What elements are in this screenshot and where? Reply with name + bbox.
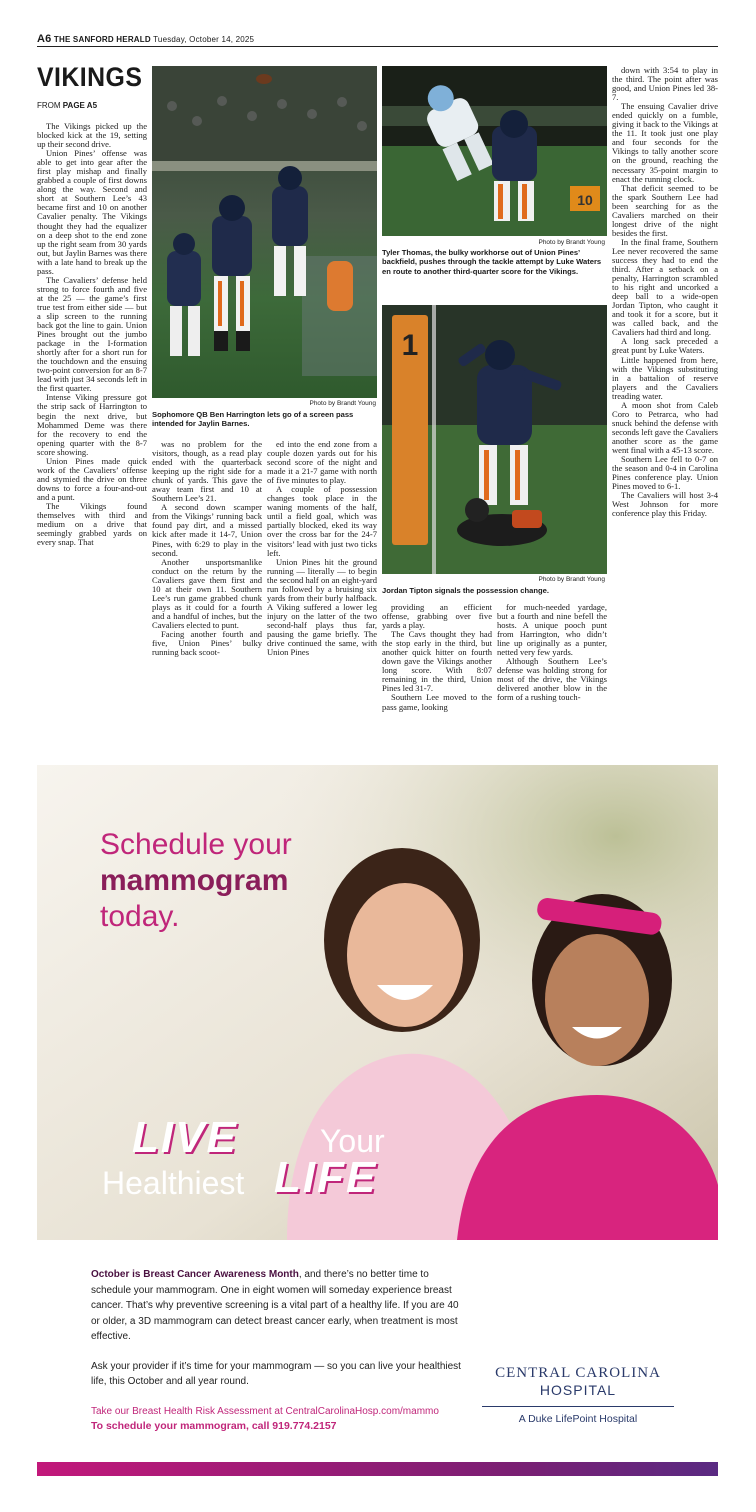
- ad-slogan: [102, 1113, 532, 1205]
- down-marker-number: 1: [401, 329, 419, 362]
- photo-signal-credit: Photo by Brandt Young: [538, 576, 605, 583]
- story-paragraph: The Vikings picked up the blocked kick at the 19, setting up their second drive.: [37, 122, 147, 150]
- jump-page: PAGE A5: [62, 101, 98, 110]
- photo-qb-caption: Sophomore QB Ben Harrington lets go of a screen pass intended for Jaylin Barnes.: [152, 410, 354, 429]
- photo-tackle-credit: Photo by Brandt Young: [538, 239, 605, 246]
- hospital-name-line1: CENTRAL CAROLINA: [495, 1365, 661, 1381]
- story-paragraph: Southern Lee fell to 0-7 on the season and 0-4 in Carolina Pines conference play. Union Pines moved to 6-1.: [612, 454, 718, 492]
- ad-body-bold: October is Breast Cancer Awareness Month: [91, 1269, 299, 1280]
- photo-signal: [382, 305, 607, 574]
- ad-headline: [100, 827, 292, 935]
- story-paragraph: providing an efficient offense, grabbing over five yards a play.: [382, 603, 492, 631]
- slogan-life: LIFE: [274, 1153, 378, 1202]
- photo-signal-image: [382, 305, 607, 574]
- story-headline: VIKINGS: [37, 62, 143, 92]
- photo-qb-credit: Photo by Brandt Young: [309, 400, 376, 407]
- photo-signal-caption: Jordan Tipton signals the possession change.: [382, 586, 549, 595]
- story-column-6: [612, 66, 718, 751]
- story-paragraph: Facing another fourth and five, Union Pines’ bulky running back scoot-: [152, 628, 262, 658]
- story-paragraph: A couple of possession changes took place in the waning moments of the half, until a field goal, which was partially blocked, eked its way over the cross bar for the 24-7 visitors’ lead with just two ticks left.: [267, 484, 377, 558]
- hospital-affiliation: A Duke LifePoint Hospital: [518, 1413, 638, 1425]
- story-paragraph: The Cavaliers’ defense held strong to force fourth and five at the 25 — the game’s first true test from either side — but a slip screen to the running back got the line to gain. Union Pines brought out the jumbo package in the I-formation shortly after for a short run for the touchdown and the ensuing two-point conversion for an 8-7 lead with just 34 seconds left in the first quarter.: [37, 274, 147, 394]
- story-paragraph: ed into the end zone from a couple dozen yards out for his second score of the night and made it a 21-7 game with north of five minutes to play.: [267, 440, 377, 486]
- jump-from: FROM: [37, 101, 61, 110]
- story-column-4: [382, 603, 492, 751]
- story-paragraph: was no problem for the visitors, though, as a read play ended with the quarterback keeping up the right side for a chunk of yards. This gave the away team first and 10 at Southern Lee’s 21.: [152, 440, 262, 504]
- story-paragraph: Although Southern Lee’s defense was holding strong for most of the drive, the Vikings delivered another blow in the form of a rushing touch-: [497, 656, 607, 703]
- jump-line: [37, 101, 97, 110]
- photo-qb-pass: [152, 66, 377, 398]
- story-paragraph: Little happened from here, with the Vikings substituting in a battalion of reserve players and the Cavaliers treading water.: [612, 354, 718, 401]
- story-paragraph: for much-needed yardage, but a fourth and nine befell the hosts. A unique pooch punt from Harrington, who didn’t line up originally as a punter, netted very few yards.: [497, 603, 607, 658]
- story-paragraph: Intense Viking pressure got the strip sack of Harrington to begin the next drive, but Mohammed Deme was there for the recovery to end the opening quarter with the 8-7 score showing.: [37, 392, 147, 457]
- story-paragraph: Union Pines’ offense was able to get into gear after the first play mishap and finally grabbed a couple of first downs along the way. Second and short at Southern Lee’s 43 became first and 10 on another Cavalier penalty. The Vikings thought they had the equalizer on a deep shot to the end zone up the right seam from 30 yards out, but Jaylin Barnes was there with a late hand to break up the pass.: [37, 148, 147, 276]
- slogan-your: Your: [320, 1123, 385, 1159]
- page-number: A6: [37, 33, 52, 45]
- story-paragraph: A second down scamper from the Vikings’ running back found pay dirt, and a missed kick after made it 14-7, Union Pines, with 6:29 to play in the second.: [152, 502, 262, 558]
- story-paragraph: Union Pines made quick work of the Cavaliers’ offense and stymied the drive on three downs to force a four-and-out and a punt.: [37, 455, 147, 502]
- story-paragraph: down with 3:54 to play in the third. The point after was good, and Union Pines led 38-7.: [612, 66, 718, 103]
- photo-tackle-image: [382, 66, 607, 236]
- story-paragraph: The ensuing Cavalier drive ended quickly on a fumble, giving it back to the Vikings at the 11. It took just one play and four seconds for the Vikings to tally another score on the ground, reaching the necessary 35-point margin to enact the running clock.: [612, 101, 718, 184]
- photo-qb-pass-image: [152, 66, 377, 398]
- yard-marker-number: 10: [577, 192, 593, 208]
- hospital-logo: [482, 1365, 674, 1425]
- issue-date: Tuesday, October 14, 2025: [153, 35, 255, 44]
- story-paragraph: The Vikings found themselves with third and medium on a drive that seemingly grabbed yards on every snap. That: [37, 500, 147, 548]
- ad-headline-line1: Schedule your: [100, 828, 292, 861]
- ad-body-text-1: , and there’s no better time to schedule your mammogram. One in eight women will someday experience breast cancer. That’s why preventive screening is a vital part of a healthy life. If you are 40 or older, a 3D mammogram can detect breast cancer early, when treatment is most effective.: [91, 1269, 459, 1342]
- ad-headline-line3: today.: [100, 900, 180, 933]
- ad-cta[interactable]: To schedule your mammogram, call 919.774.2157: [91, 1420, 337, 1432]
- story-column-5: [497, 603, 607, 751]
- story-column-3: [267, 440, 377, 750]
- story-paragraph: The Cavs thought they had the stop early in the third, but another quick hitter on fourth down gave the Vikings another long score. With 8:07 remaining in the third, Union Pines led 31-7.: [382, 629, 492, 694]
- ad-body: [91, 1267, 463, 1435]
- story-column-1: [37, 122, 147, 749]
- ad-risk-link[interactable]: Take our Breast Health Risk Assessment at CentralCarolinaHosp.com/mammo: [91, 1405, 439, 1417]
- hospital-logo-rule: [482, 1406, 674, 1407]
- story-paragraph: A long sack preceded a great punt by Luke Waters.: [612, 336, 718, 356]
- photo-tackle: [382, 66, 607, 236]
- hospital-name-line2: HOSPITAL: [539, 1382, 617, 1398]
- story-paragraph: In the final frame, Southern Lee never recovered the same success they had to end the third. After a setback on a penalty, Harrington scrambled to his right and uncorked a deep ball to a wide-open Jordan Tipton, who caught it and took it for a score, but it was called back, and the Cavaliers had third and long.: [612, 236, 718, 338]
- story-paragraph: Southern Lee moved to the pass game, looking: [382, 692, 492, 712]
- story-paragraph: Another unsportsmanlike conduct on the return by the Cavaliers gave them first and 10 at their own 11. Southern Lee’s run game grabbed chunk plays as it could for a fourth and a handful of inches, but the Cavaliers elected to punt.: [152, 556, 262, 630]
- ad-body-paragraph-2: Ask your provider if it’s time for your mammogram — so you can live your healthiest life, this October and all year round.: [91, 1360, 461, 1387]
- photo-tackle-caption: Tyler Thomas, the bulky workhorse out of Union Pines’ backfield, pushes through the tackle attempt by Luke Waters en route to another third-quarter score for the Vikings.: [382, 248, 602, 276]
- masthead-rule: [37, 46, 718, 47]
- ad-body-paragraph-1: [91, 1267, 463, 1345]
- story-paragraph: That deficit seemed to be the spark Southern Lee had been searching for as the Cavaliers marched on their longest drive of the night besides the first.: [612, 182, 718, 238]
- story-column-2: [152, 440, 262, 750]
- slogan-live: LIVE: [132, 1113, 238, 1162]
- ad-footer-bar: [37, 1462, 718, 1476]
- ad-headline-line2: mammogram: [100, 864, 289, 897]
- paper-name: THE SANFORD HERALD: [53, 35, 151, 44]
- story-paragraph: Union Pines hit the ground running — literally — to begin the second half on an eight-yard run followed by a bruising six yards from their burly halfback. A Viking suffered a lower leg injury on the latter of the two second-half plays thus far, pausing the game briefly. The drive continued the same, with Union Pines: [267, 556, 377, 658]
- masthead: [37, 33, 717, 45]
- story-paragraph: The Cavaliers will host 3-4 West Johnson for more conference play this Friday.: [612, 490, 718, 519]
- story-paragraph: A moon shot from Caleb Coro to Petrarca, who had snuck behind the defense with seconds left gave the Cavaliers another score as the game went final with a 45-13 score.: [612, 399, 718, 455]
- slogan-healthiest: Healthiest: [102, 1165, 245, 1201]
